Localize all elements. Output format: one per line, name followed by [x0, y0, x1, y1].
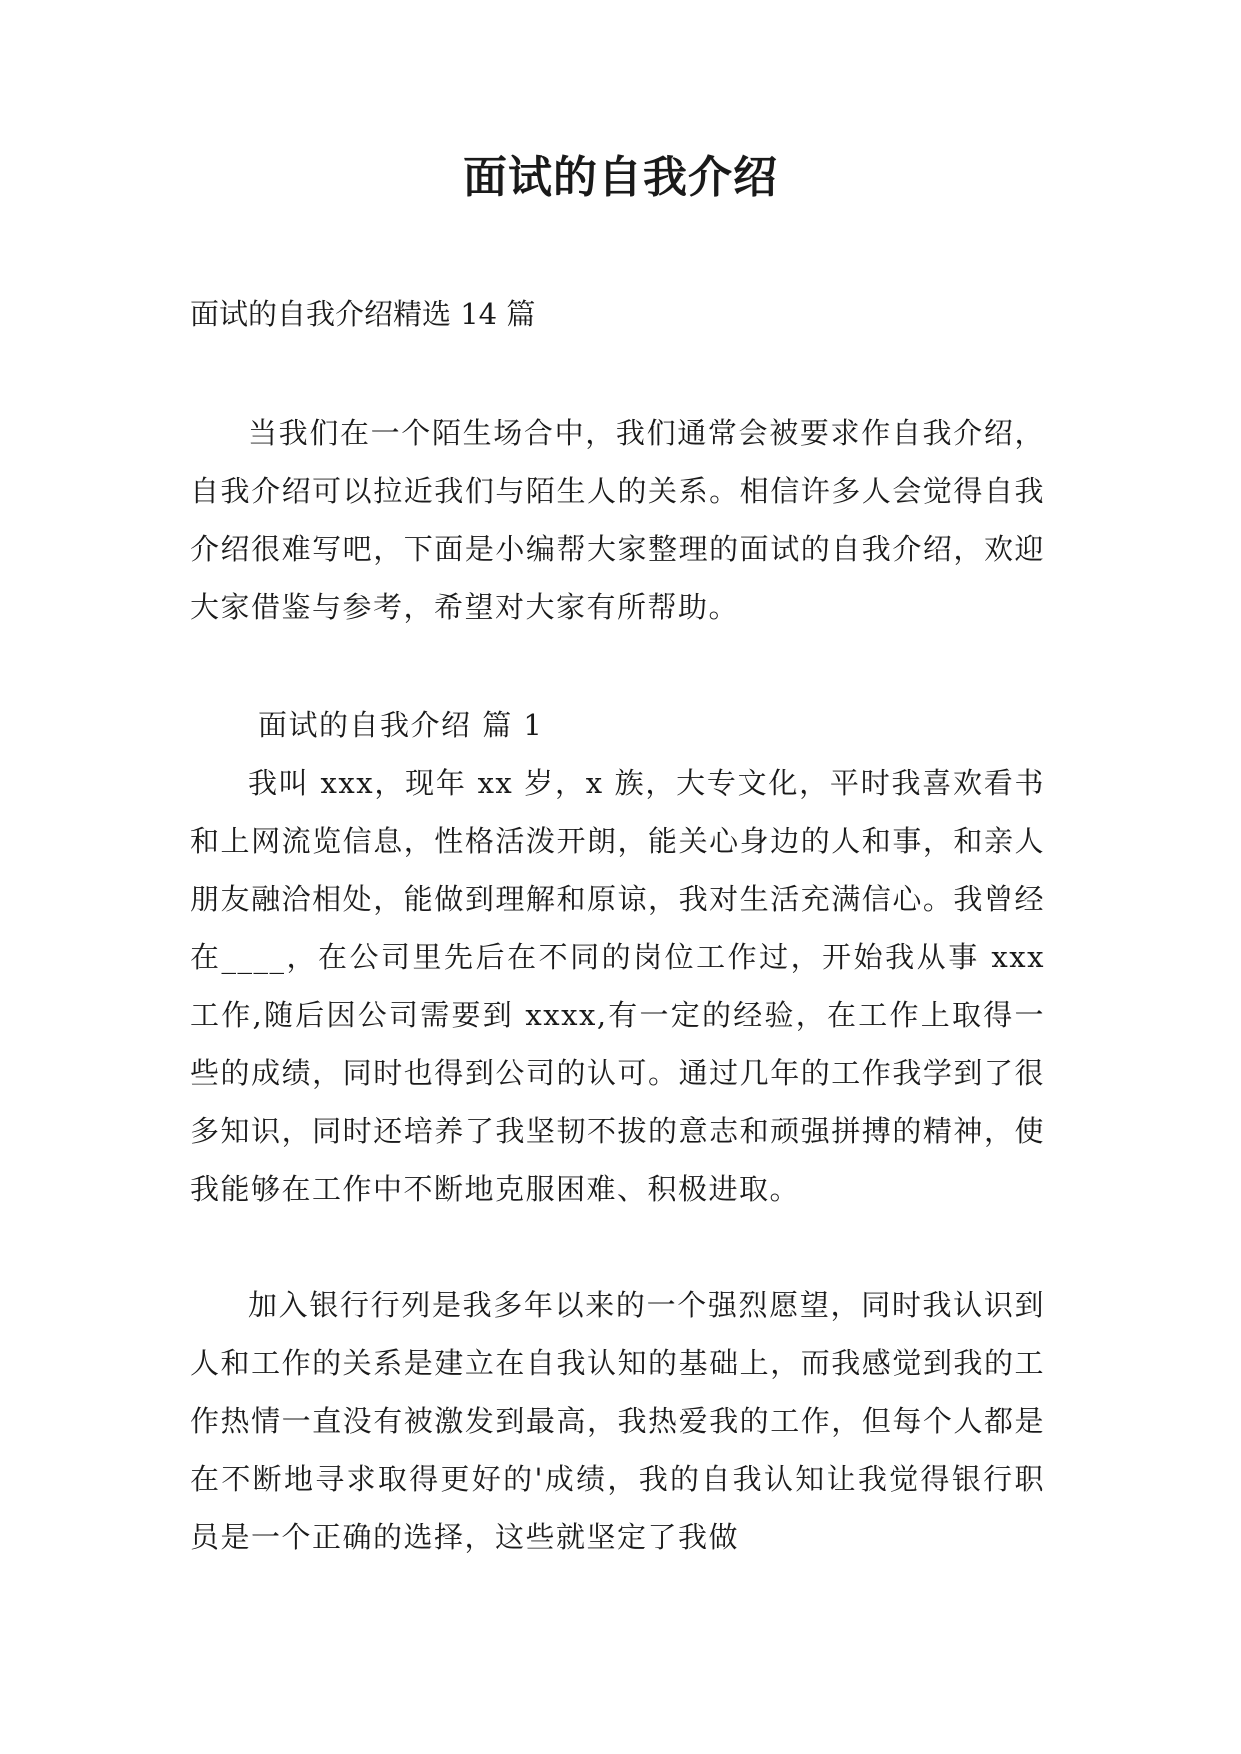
body-paragraph-2: 加入银行行列是我多年以来的一个强烈愿望，同时我认识到人和工作的关系是建立在自我认知的基础上，而我感觉到我的工作热情一直没有被激发到最高，我热爱我的工作，但每个人都是在不断地寻求取得更好的'成绩，我的自我认知让我觉得银行职员是一个正确的选择，这些就坚定了我做	[190, 1288, 1045, 1554]
document-title: 面试的自我介绍	[463, 152, 778, 203]
intro-paragraph: 当我们在一个陌生场合中，我们通常会被要求作自我介绍，自我介绍可以拉近我们与陌生人的关系。相信许多人会觉得自我介绍很难写吧，下面是小编帮大家整理的面试的自我介绍，欢迎大家借鉴与参考，希望对大家有所帮助。	[190, 416, 1045, 624]
section-heading: 面试的自我介绍 篇 1	[258, 708, 544, 742]
body-paragraph-1: 我叫 xxx，现年 xx 岁，x 族，大专文化，平时我喜欢看书和上网流览信息，性格活泼开朗，能关心身边的人和事，和亲人朋友融洽相处，能做到理解和原谅，我对生活充满信心。我曾经在____，在公司里先后在不同的岗位工作过，开始我从事 xxx 工作,随后因公司需要到 xxxx,有一定的经验，在工作上取得一些的成绩，同时也得到公司的认可。通过几年的工作我学到了很多知识，同时还培养了我坚韧不拔的意志和顽强拼搏的精神，使我能够在工作中不断地克服困难、积极进取。	[190, 766, 1045, 1206]
document-subtitle: 面试的自我介绍精选 14 篇	[190, 297, 536, 331]
